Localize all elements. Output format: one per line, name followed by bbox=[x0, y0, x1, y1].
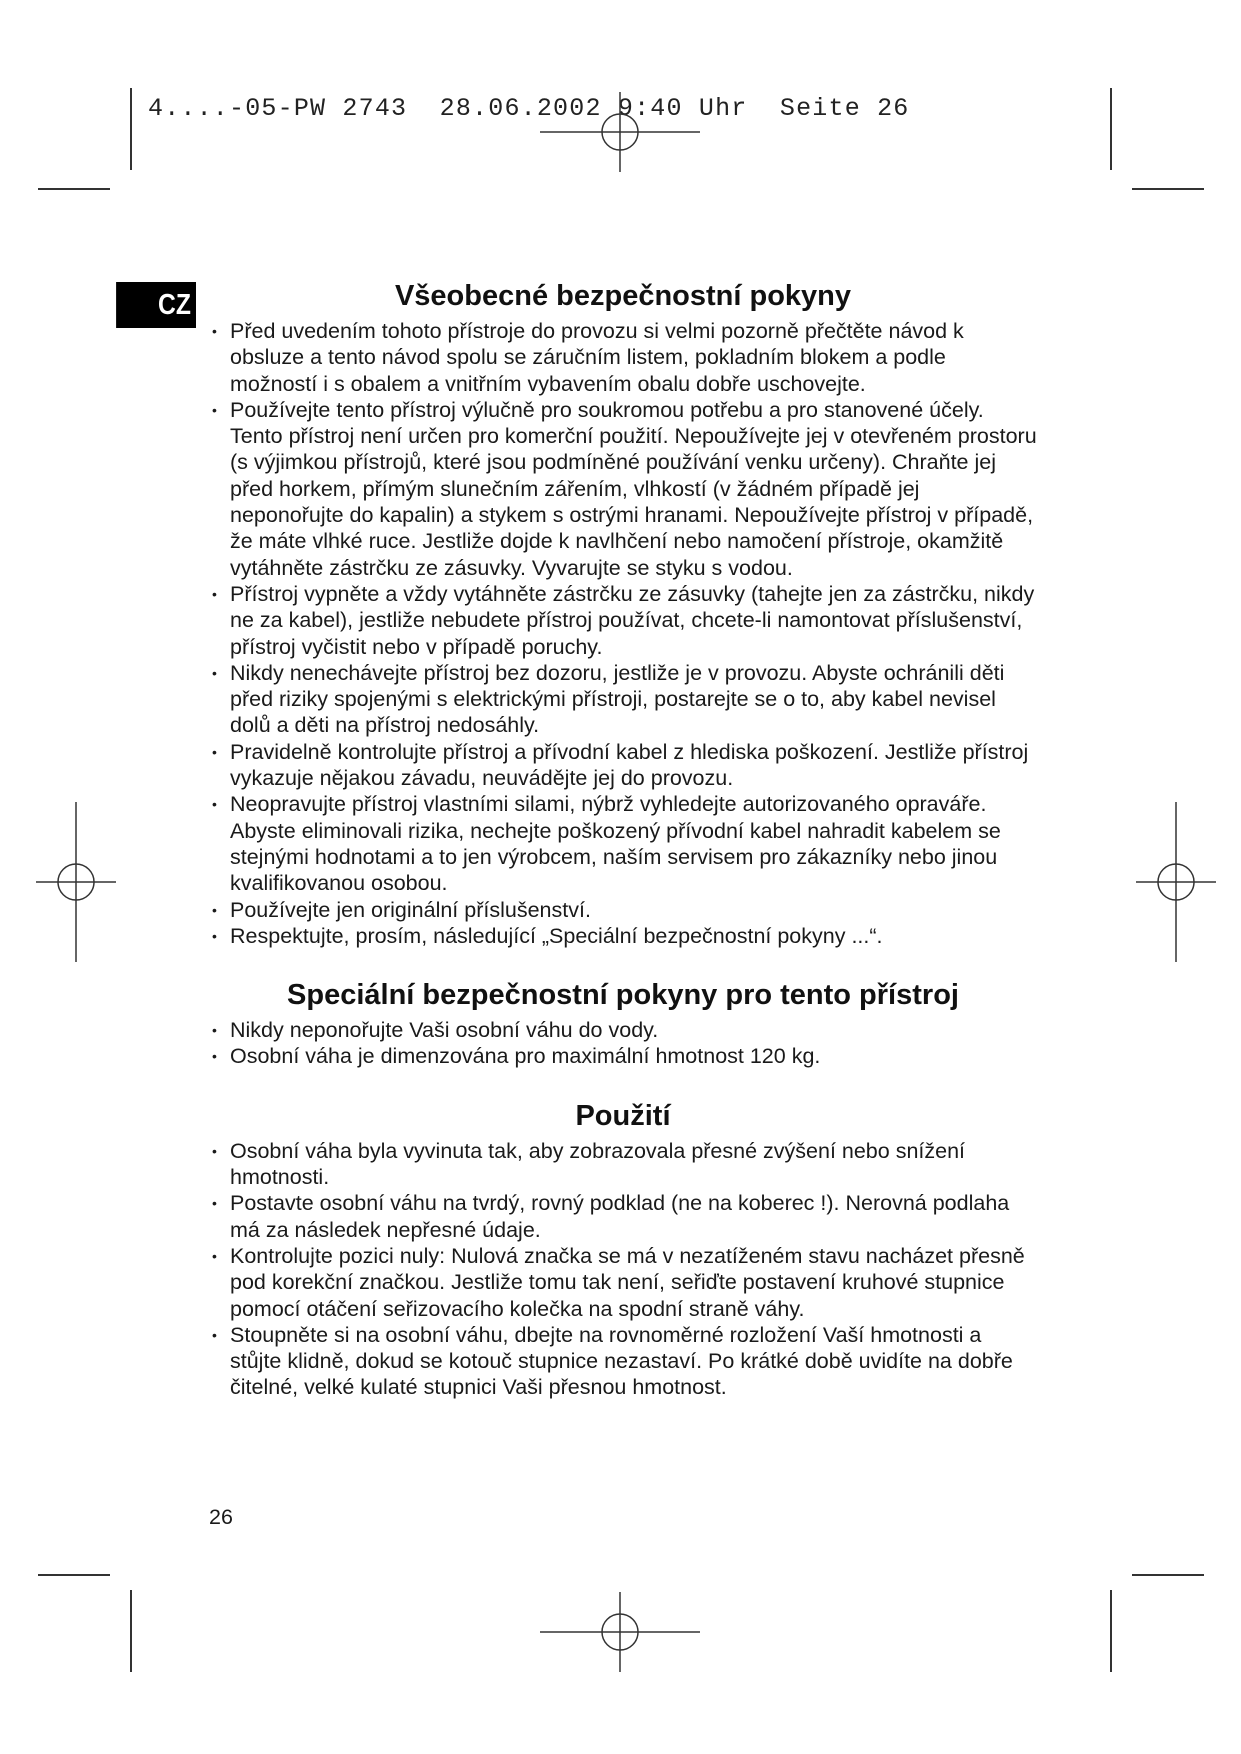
list-item: • Nikdy neponořujte Vaši osobní váhu do vody. bbox=[208, 1017, 1038, 1043]
list-item: • Před uvedením tohoto přístroje do provozu si velmi pozorně přečtěte návod k obsluze a tento návod spolu se záručním listem, pokladním blokem a podle možností i s obalem a vnitřním vybavením obalu dobře uschovejte. bbox=[208, 318, 1038, 397]
language-tab: CZ bbox=[116, 282, 196, 328]
list-item: • Osobní váha je dimenzována pro maximální hmotnost 120 kg. bbox=[208, 1043, 1038, 1069]
list-item: • Přístroj vypněte a vždy vytáhněte zástrčku ze zásuvky (tahejte jen za zástrčku, nikdy ne za kabel), jestliže nebudete přístroj používat, chcete-li namontovat příslušenství, přístroj vyčistit nebo v případě poruchy. bbox=[208, 581, 1038, 660]
special-safety-list bbox=[208, 1017, 1038, 1070]
list-item: • Osobní váha byla vyvinuta tak, aby zobrazovala přesné zvýšení nebo snížení hmotnosti. bbox=[208, 1138, 1038, 1191]
crop-mark-top-right-horizontal bbox=[1132, 188, 1204, 190]
list-item: • Používejte jen originální příslušenství. bbox=[208, 897, 1038, 923]
list-item: • Neopravujte přístroj vlastními silami, nýbrž vyhledejte autorizovaného opraváře. Abyste eliminovali rizika, nechejte poškozený přívodní kabel nahradit kabelem se stejnými hodnotami a to jen výrobcem, naším servisem pro zákazníky nebo jinou kvalifikovanou osobou. bbox=[208, 791, 1038, 896]
general-safety-list bbox=[208, 318, 1038, 949]
section-title-general-safety: Všeobecné bezpečnostní pokyny bbox=[394, 280, 852, 312]
list-item: • Respektujte, prosím, následující „Speciální bezpečnostní pokyny ...“. bbox=[208, 923, 1038, 949]
crop-mark-top-left-horizontal bbox=[38, 188, 110, 190]
crop-mark-top-right-vertical bbox=[1110, 88, 1112, 170]
list-item: • Pravidelně kontrolujte přístroj a přívodní kabel z hlediska poškození. Jestliže přístroj vykazuje nějakou závadu, neuvádějte jej do provozu. bbox=[208, 739, 1038, 792]
crop-mark-top-left-vertical bbox=[130, 88, 132, 170]
registration-mark-bottom-icon bbox=[540, 1592, 700, 1672]
registration-mark-right-icon bbox=[1136, 802, 1216, 962]
list-item: • Nikdy nenechávejte přístroj bez dozoru, jestliže je v provozu. Abyste ochránili děti před riziky spojenými s elektrickými přístroji, postarejte se o to, aby kabel nevisel dolů a děti na přístroj nedosáhly. bbox=[208, 660, 1038, 739]
section-title-special-safety: Speciální bezpečnostní pokyny pro tento přístroj bbox=[287, 979, 959, 1012]
crop-mark-bottom-right-vertical bbox=[1110, 1590, 1112, 1672]
print-header: 4....-05-PW 2743 28.06.2002 9:40 Uhr Seite 26 bbox=[148, 94, 910, 123]
registration-mark-left-icon bbox=[36, 802, 116, 962]
crop-mark-bottom-left-vertical bbox=[130, 1590, 132, 1672]
list-item: • Postavte osobní váhu na tvrdý, rovný podklad (ne na koberec !). Nerovná podlaha má za následek nepřesné údaje. bbox=[208, 1190, 1038, 1243]
usage-list bbox=[208, 1138, 1038, 1401]
section-title-usage: Použití bbox=[575, 1099, 671, 1132]
list-item: • Používejte tento přístroj výlučně pro soukromou potřebu a pro stanovené účely. Tento přístroj není určen pro komerční použití. Nepoužívejte jej v otevřeném prostoru (s výjimkou přístrojů, které jsou podmíněné používání venku určeny). Chraňte jej před horkem, přímým slunečním zářením, vlhkostí (v žádném případě jej neponořujte do kapalin) a stykem s ostrými hranami. Nepoužívejte přístroj v případě, že máte vlhké ruce. Jestliže dojde k navlhčení nebo namočení přístroje, okamžitě vytáhněte zástrčku ze zásuvky. Vyvarujte se styku s vodou. bbox=[208, 397, 1038, 581]
list-item: • Kontrolujte pozici nuly: Nulová značka se má v nezatíženém stavu nacházet přesně pod korekční značkou. Jestliže tomu tak není, seřiďte postavení kruhové stupnice pomocí otáčení seřizovacího kolečka na spodní straně váhy. bbox=[208, 1243, 1038, 1322]
crop-mark-bottom-right-horizontal bbox=[1132, 1574, 1204, 1576]
registration-mark-top-icon bbox=[540, 92, 700, 172]
crop-mark-bottom-left-horizontal bbox=[38, 1574, 110, 1576]
document-body bbox=[208, 274, 1038, 1401]
page-number: 26 bbox=[209, 1505, 233, 1529]
list-item: • Stoupněte si na osobní váhu, dbejte na rovnoměrné rozložení Vaší hmotnosti a stůjte klidně, dokud se kotouč stupnice nezastaví. Po krátké době uvidíte na dobře čitelné, velké kulaté stupnici Vaši přesnou hmotnost. bbox=[208, 1322, 1038, 1401]
